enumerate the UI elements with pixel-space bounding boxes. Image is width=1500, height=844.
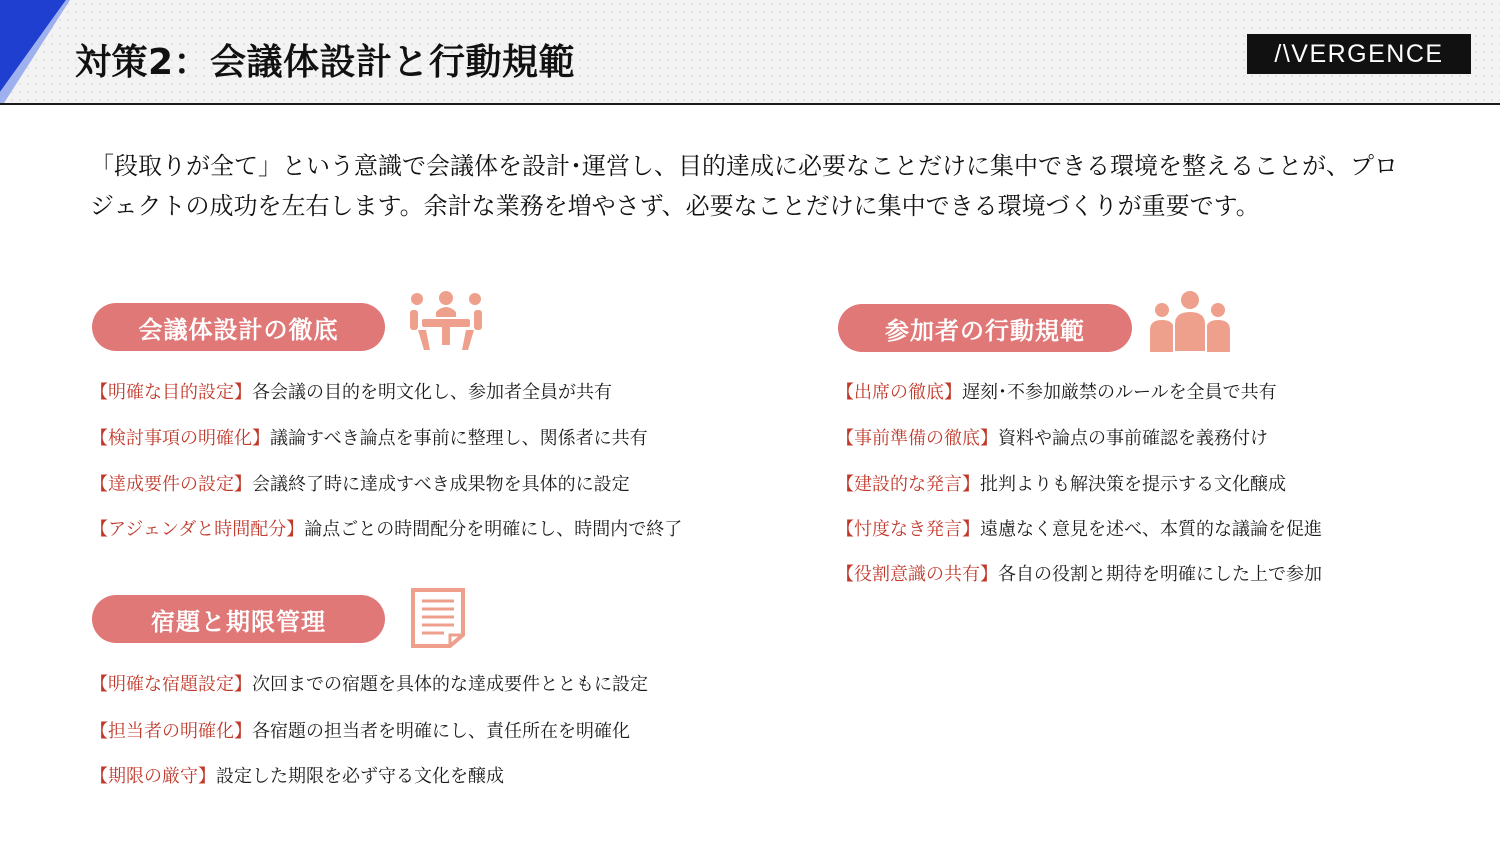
item-key: 【検討事項の明確化】 bbox=[90, 428, 270, 449]
list-item bbox=[836, 378, 1322, 424]
item-text: 論点ごとの時間配分を明確にし、時間内で終了 bbox=[304, 519, 683, 540]
section-label-conduct: 参加者の行動規範 bbox=[838, 304, 1132, 352]
header-bar bbox=[0, 0, 1500, 105]
item-text: 資料や論点の事前確認を義務付け bbox=[998, 428, 1268, 449]
homework-item-list bbox=[90, 670, 648, 807]
item-key: 【出席の徹底】 bbox=[836, 382, 962, 403]
item-key: 【事前準備の徹底】 bbox=[836, 428, 998, 449]
item-text: 設定した期限を必ず守る文化を醸成 bbox=[216, 766, 504, 787]
item-text: 遅刻･不参加厳禁のルールを全員で共有 bbox=[962, 382, 1277, 403]
item-key: 【役割意識の共有】 bbox=[836, 564, 998, 585]
list-item bbox=[90, 470, 682, 515]
section-label-meeting: 会議体設計の徹底 bbox=[92, 303, 385, 351]
section-label-homework: 宿題と期限管理 bbox=[92, 595, 385, 643]
intro-text: 「段取りが全て」という意識で会議体を設計･運営し、目的達成に必要なことだけに集中できる環境を整えることが、プロジェクトの成功を左右します。余計な業務を増やさず、必要なことだけに集中できる環境づくりが重要です。 bbox=[90, 152, 1398, 220]
item-text: 会議終了時に達成すべき成果物を具体的に設定 bbox=[252, 474, 630, 495]
item-text: 遠慮なく意見を述べ、本質的な議論を促進 bbox=[980, 519, 1322, 540]
item-key: 【忖度なき発言】 bbox=[836, 519, 980, 540]
list-item bbox=[90, 670, 648, 717]
list-item bbox=[90, 424, 682, 470]
item-key: 【明確な宿題設定】 bbox=[90, 674, 252, 695]
meeting-table-icon bbox=[408, 290, 484, 356]
list-item bbox=[90, 717, 648, 762]
conduct-item-list bbox=[836, 378, 1322, 605]
company-logo: /\VERGENCE bbox=[1247, 34, 1471, 74]
item-key: 【明確な目的設定】 bbox=[90, 382, 252, 403]
item-text: 各宿題の担当者を明確にし、責任所在を明確化 bbox=[252, 721, 630, 742]
item-key: 【期限の厳守】 bbox=[90, 766, 216, 787]
item-text: 各会議の目的を明文化し、参加者全員が共有 bbox=[252, 382, 612, 403]
people-group-icon bbox=[1148, 290, 1232, 352]
item-text: 議論すべき論点を事前に整理し、関係者に共有 bbox=[270, 428, 648, 449]
item-text: 次回までの宿題を具体的な達成要件とともに設定 bbox=[252, 674, 648, 695]
item-key: 【達成要件の設定】 bbox=[90, 474, 252, 495]
list-item bbox=[90, 762, 648, 807]
list-item bbox=[836, 424, 1322, 470]
meeting-item-list bbox=[90, 378, 682, 560]
item-key: 【アジェンダと時間配分】 bbox=[90, 519, 305, 540]
item-key: 【担当者の明確化】 bbox=[90, 721, 252, 742]
item-text: 各自の役割と期待を明確にした上で参加 bbox=[998, 564, 1322, 585]
list-item bbox=[836, 560, 1322, 605]
item-key: 【建設的な発言】 bbox=[836, 474, 980, 495]
list-item bbox=[836, 515, 1322, 560]
list-item bbox=[836, 470, 1322, 515]
list-item bbox=[90, 515, 682, 560]
document-icon bbox=[410, 587, 466, 649]
page-title: 対策2：会議体設計と行動規範 bbox=[75, 42, 576, 83]
corner-accent bbox=[0, 0, 70, 103]
list-item bbox=[90, 378, 682, 424]
item-text: 批判よりも解決策を提示する文化醸成 bbox=[980, 474, 1286, 495]
